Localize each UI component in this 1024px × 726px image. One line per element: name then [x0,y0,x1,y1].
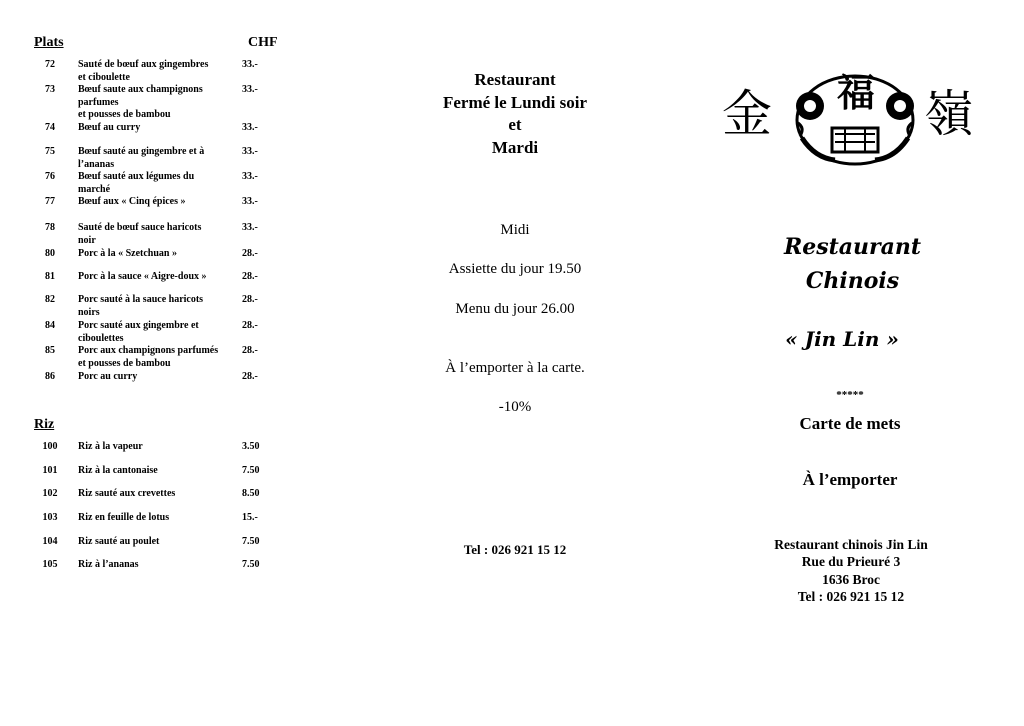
plat-name-line: l’ananas [78,158,115,170]
plat-price: 33.- [242,122,258,133]
plat-price: 28.- [242,320,258,331]
plat-number: 86 [45,371,55,382]
plat-name-line: Bœuf sauté au gingembre et à [78,146,205,157]
riz-name: Riz à la cantonaise [78,465,158,476]
plat-name-line: noir [78,234,96,246]
riz-price: 7.50 [242,559,260,570]
riz-number: 100 [42,441,58,452]
plat-name-line: Porc à la « Szetchuan » [78,248,177,259]
restaurant-logo [718,68,983,168]
plat-name-line: Bœuf aux « Cinq épices » [78,196,186,207]
plat-name-line: Porc aux champignons parfumés [78,345,219,356]
a-emporter: À l’emporter [802,470,898,489]
plat-number: 82 [45,294,55,305]
plat-number: 81 [45,271,55,282]
riz-number: 102 [42,488,58,499]
logo-char-right: 嶺 [924,85,974,143]
plat-number: 78 [45,222,55,233]
plat-name-line: Sauté de bœuf sauce haricots [78,222,202,233]
plat-name-line: et ciboulette [78,71,130,83]
plat-name-line: parfumes [78,96,119,108]
midi-label: Midi [500,222,530,238]
title-line: Chinois [805,268,900,294]
middle-phone: Tel : 026 921 15 12 [463,542,567,557]
closing-line: Fermé le Lundi soir [442,92,587,112]
plat-price: 33.- [242,59,258,70]
restaurant-name: « Jin Lin » [785,327,899,351]
address-block [740,536,962,605]
title-line: Restaurant [783,234,922,260]
plat-price: 28.- [242,294,258,305]
riz-number: 103 [42,512,58,523]
address-line: Restaurant chinois Jin Lin [774,537,928,552]
riz-heading: Riz [34,417,55,432]
riz-price: 7.50 [242,536,260,547]
logo-char-center: 福 [837,71,876,115]
riz-name: Riz en feuille de lotus [78,512,170,523]
plat-number: 75 [45,146,55,157]
plat-number: 72 [45,59,55,70]
plats-heading: Plats [34,35,64,50]
riz-name: Riz à l’ananas [78,559,139,570]
plat-name-line: Porc à la sauce « Aigre-doux » [78,271,207,282]
plat-number: 76 [45,171,55,182]
plat-name-line: et pousses de bambou [78,357,171,369]
riz-number: 104 [42,536,58,547]
closing-line: Restaurant [474,70,556,89]
address-line: 1636 Broc [822,571,880,587]
plat-number: 74 [45,122,55,133]
plat-number: 73 [45,84,55,95]
logo-char-left: 金 [722,85,772,143]
carte-de-mets: Carte de mets [799,414,901,433]
address-phone: Tel : 026 921 15 12 [797,588,905,604]
plat-name-line: marché [78,183,111,195]
discount: -10% [498,399,532,415]
plat-price: 28.- [242,248,258,259]
plat-name-line: ciboulettes [78,332,124,344]
plat-number: 85 [45,345,55,356]
riz-list [34,0,334,600]
riz-name: Riz sauté au poulet [78,536,160,547]
riz-price: 7.50 [242,465,260,476]
plat-name-line: Bœuf saute aux champignons [78,84,203,95]
plat-name-line: Bœuf au curry [78,122,141,133]
plat-name-line: noirs [78,306,100,318]
address-line: Rue du Prieuré 3 [801,554,901,570]
riz-number: 101 [42,465,58,476]
plat-price: 33.- [242,222,258,233]
closing-line: Mardi [491,137,539,157]
plat-name-line: Porc au curry [78,371,138,382]
plat-price: 33.- [242,196,258,207]
plat-price: 28.- [242,271,258,282]
plat-number: 80 [45,248,55,259]
restaurant-title [740,230,965,298]
plat-name-line: Sauté de bœuf aux gingembres [78,59,209,70]
riz-name: Riz sauté aux crevettes [78,488,176,499]
plat-number: 77 [45,196,55,207]
plat-name-line: Porc sauté aux gingembre et [78,320,199,331]
assiette-du-jour: Assiette du jour 19.50 [448,261,582,277]
plat-price: 33.- [242,171,258,182]
plat-number: 84 [45,320,55,331]
closing-line: et [508,115,522,134]
plat-name-line: et pousses de bambou [78,109,171,120]
closing-notice [415,69,615,159]
riz-price: 8.50 [242,488,260,499]
riz-number: 105 [42,559,58,570]
plat-price: 28.- [242,345,258,356]
riz-price: 15.- [242,512,258,523]
riz-name: Riz à la vapeur [78,441,143,452]
currency-heading: CHF [248,35,278,50]
menu-du-jour: Menu du jour 26.00 [455,301,575,317]
plat-name-line: Bœuf sauté aux légumes du [78,171,195,182]
plat-price: 28.- [242,371,258,382]
stars-separator: ***** [836,389,864,401]
riz-price: 3.50 [242,441,260,452]
plat-price: 33.- [242,84,258,95]
plat-name-line: Porc sauté à la sauce haricots [78,294,204,305]
takeaway-note: À l’emporter à la carte. [445,360,585,376]
plat-price: 33.- [242,146,258,157]
